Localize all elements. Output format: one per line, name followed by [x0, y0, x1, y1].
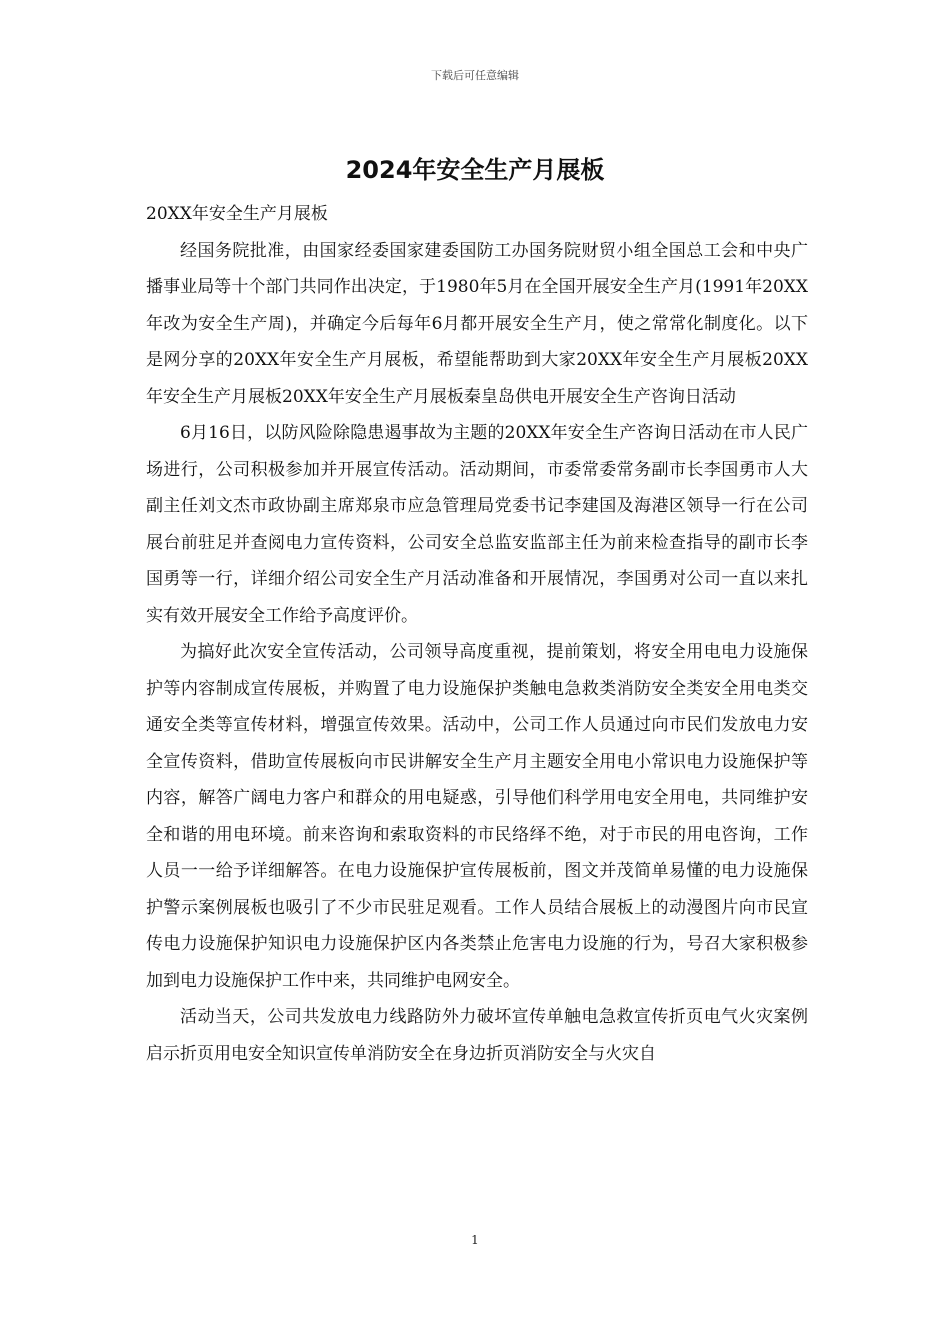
document-title: 2024年安全生产月展板 [345, 156, 605, 184]
paragraph: 经国务院批准，由国家经委国家建委国防工办国务院财贸小组全国总工会和中央广播事业局等十个部门共同作出决定，于1980年5月在全国开展安全生产月(1991年20XX年改为安全生产周)，并确定今后每年6月都开展安全生产月，使之常常化制度化。以下是网分享的20XX年安全生产月展板，希望能帮助到大家20XX年安全生产月展板20XX年安全生产月展板20XX年安全生产月展板秦皇岛供电开展安全生产咨询日活动 [146, 240, 808, 407]
paragraph: 活动当天，公司共发放电力线路防外力破坏宣传单触电急救宣传折页电气火灾案例启示折页用电安全知识宣传单消防安全在身边折页消防安全与火灾自 [146, 1007, 808, 1064]
page-number: 1 [471, 1233, 479, 1247]
document-body [146, 196, 808, 1072]
subtitle-line: 20XX年安全生产月展板 [146, 204, 328, 224]
header-note: 下载后可任意编辑 [431, 69, 519, 82]
paragraph: 6月16日，以防风险除隐患遏事故为主题的20XX年安全生产咨询日活动在市人民广场进行，公司积极参加并开展宣传活动。活动期间，市委常委常务副市长李国勇市人大副主任刘文杰市政协副主席郑泉市应急管理局党委书记李建国及海港区领导一行在公司展台前驻足并查阅电力宣传资料，公司安全总监安监部主任为前来检查指导的副市长李国勇等一行，详细介绍公司安全生产月活动准备和开展情况，李国勇对公司一直以来扎实有效开展安全工作给予高度评价。 [146, 423, 808, 626]
paragraph: 为搞好此次安全宣传活动，公司领导高度重视，提前策划，将安全用电电力设施保护等内容制成宣传展板，并购置了电力设施保护类触电急救类消防安全类安全用电类交通安全类等宣传材料，增强宣传效果。活动中，公司工作人员通过向市民们发放电力安全宣传资料，借助宣传展板向市民讲解安全生产月主题安全用电小常识电力设施保护等内容，解答广阔电力客户和群众的用电疑惑，引导他们科学用电安全用电，共同维护安全和谐的用电环境。前来咨询和索取资料的市民络绎不绝，对于市民的用电咨询，工作人员一一给予详细解答。在电力设施保护宣传展板前，图文并茂简单易懂的电力设施保护警示案例展板也吸引了不少市民驻足观看。工作人员结合展板上的动漫图片向市民宣传电力设施保护知识电力设施保护区内各类禁止危害电力设施的行为，号召大家积极参加到电力设施保护工作中来，共同维护电网安全。 [146, 642, 808, 991]
